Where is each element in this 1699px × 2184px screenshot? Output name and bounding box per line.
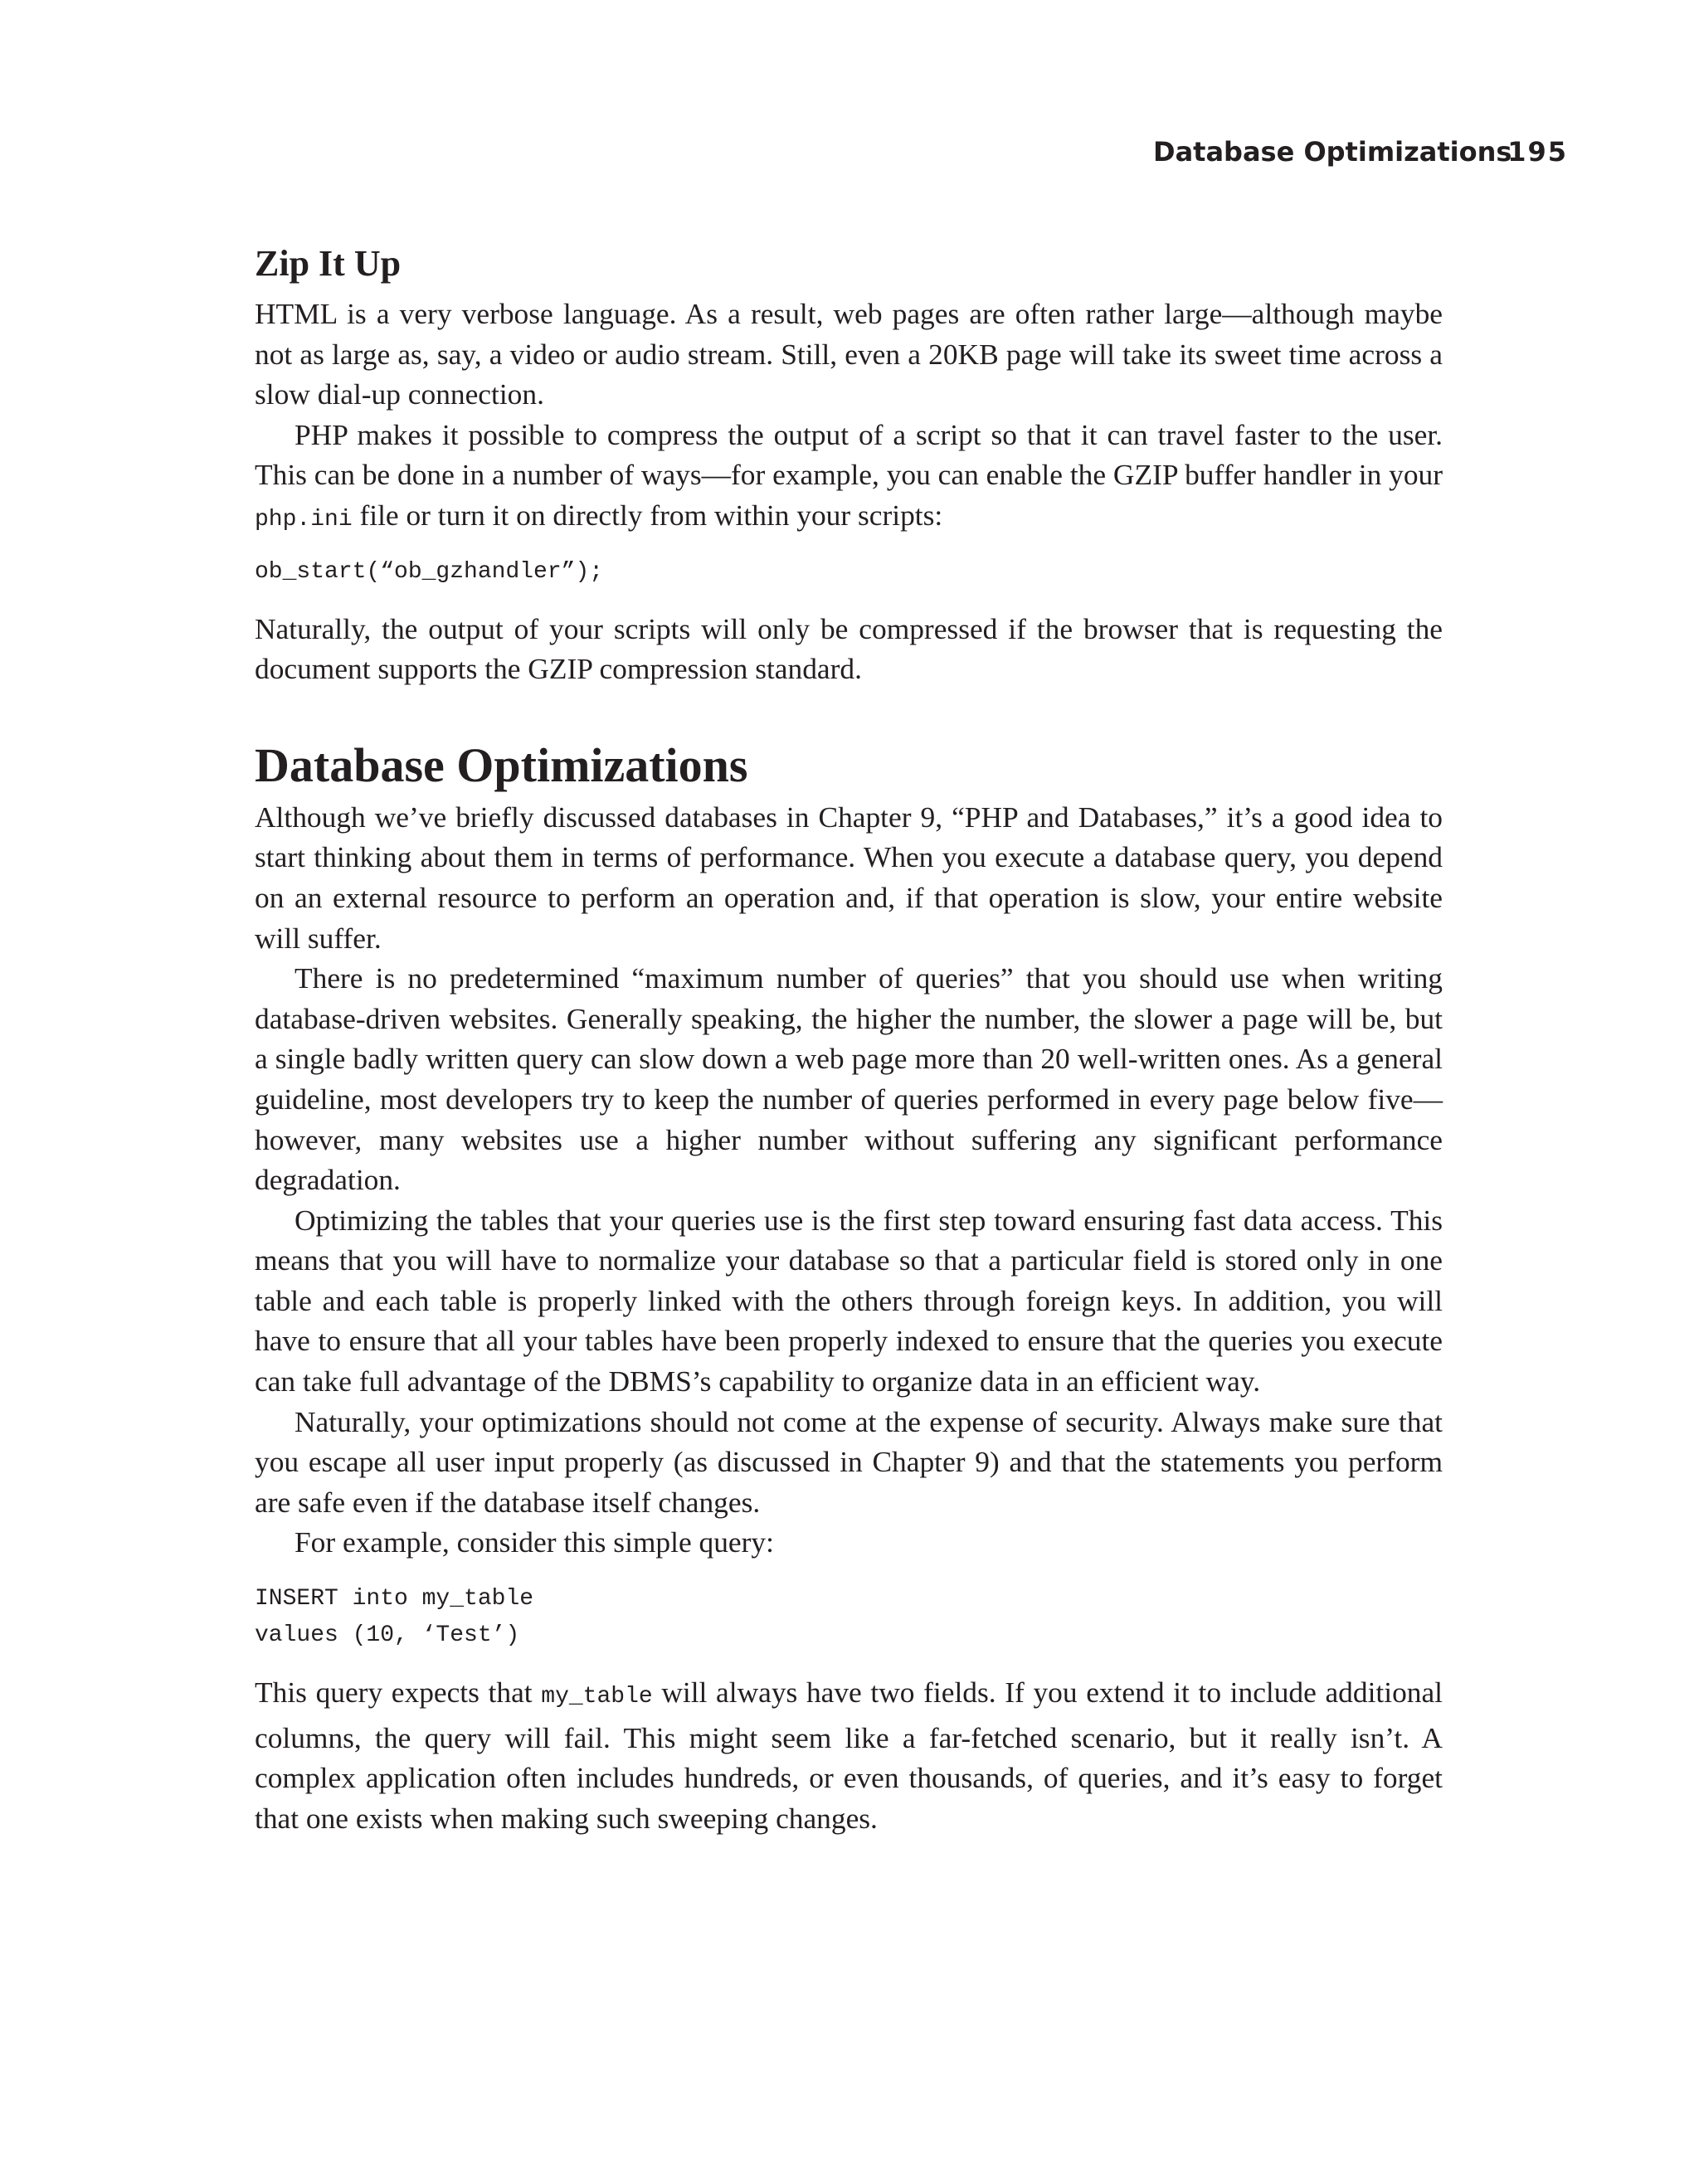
paragraph-text: will always have two fields. If you extend it to include additional columns, the query will fail. This might seem like a far-fetched scenario, but it really isn’t. A complex application often includes hundreds, or even thousands, of queries, and it’s easy to forget that one exists when making such sweeping changes. (255, 1676, 1443, 1835)
paragraph-text: file or turn it on directly from within your scripts: (352, 498, 943, 532)
code-block-insert-query (255, 1581, 1443, 1654)
paragraph-db-2: There is no predetermined “maximum number of queries” that you should use when writing database-driven websites. Generally speaking, the higher the number, the slower a page will be, but a single badly written query can slow down a web page more than 20 well-written ones. As a general guideline, most developers try to keep the number of queries performed in every page below five—however, many websites use a higher number without suffering any significant performance degradation. (255, 961, 1443, 1197)
inline-code-php-ini: php.ini (255, 506, 353, 533)
inline-code-my-table: my_table (541, 1684, 653, 1710)
running-head (1153, 136, 1568, 169)
paragraph-db-4: Naturally, your optimizations should not come at the expense of security. Always make sure that you escape all user input properly (as discussed in Chapter 9) and that the statements you perform are safe even if the database itself changes. (255, 1404, 1443, 1519)
paragraph-db-1: Although we’ve briefly discussed databases in Chapter 9, “PHP and Databases,” it’s a good idea to start thinking about them in terms of performance. When you execute a database query, you depend on an external resource to perform an operation and, if that operation is slow, your entire website will suffer. (255, 800, 1443, 955)
paragraph-text: PHP makes it possible to compress the output of a script so that it can travel faster to the user. This can be done in a number of ways—for example, you can enable the GZIP buffer handler in your (255, 417, 1443, 492)
paragraph-text: This query expects that (255, 1676, 542, 1710)
code-line: values (10, ‘Test’) (255, 1622, 520, 1649)
paragraph-db-6 (255, 1672, 1443, 1838)
paragraph-zip-3: Naturally, the output of your scripts will only be compressed if the browser that is requesting the document supports the GZIP compression standard. (255, 611, 1443, 686)
section-heading-zip-it-up: Zip It Up (255, 243, 402, 284)
code-block-ob-start: ob_start(“ob_gzhandler”); (255, 558, 604, 585)
paragraph-db-5: For example, consider this simple query: (295, 1525, 774, 1559)
page-number: 195 (1507, 136, 1568, 168)
page-body (255, 241, 1443, 1838)
code-line: INSERT into my_table (255, 1586, 534, 1612)
paragraph-zip-1: HTML is a very verbose language. As a result, web pages are often rather large—although maybe not as large as, say, a video or audio stream. Still, even a 20KB page will take its sweet time across a slow dial-up connection. (255, 297, 1443, 411)
section-heading-database-optimizations: Database Optimizations (255, 737, 748, 792)
paragraph-db-3: Optimizing the tables that your queries use is the first step toward ensuring fast data access. This means that you will have to normalize your database so that a particular field is stored only in one table and each table is properly linked with the others through foreign keys. In addition, you will have to ensure that all your tables have been properly indexed to ensure that the queries you execute can take full advantage of the DBMS’s capability to organize data in an efficient way. (255, 1203, 1443, 1398)
running-head-title: Database Optimizations (1153, 136, 1512, 168)
paragraph-zip-2 (255, 415, 1443, 541)
